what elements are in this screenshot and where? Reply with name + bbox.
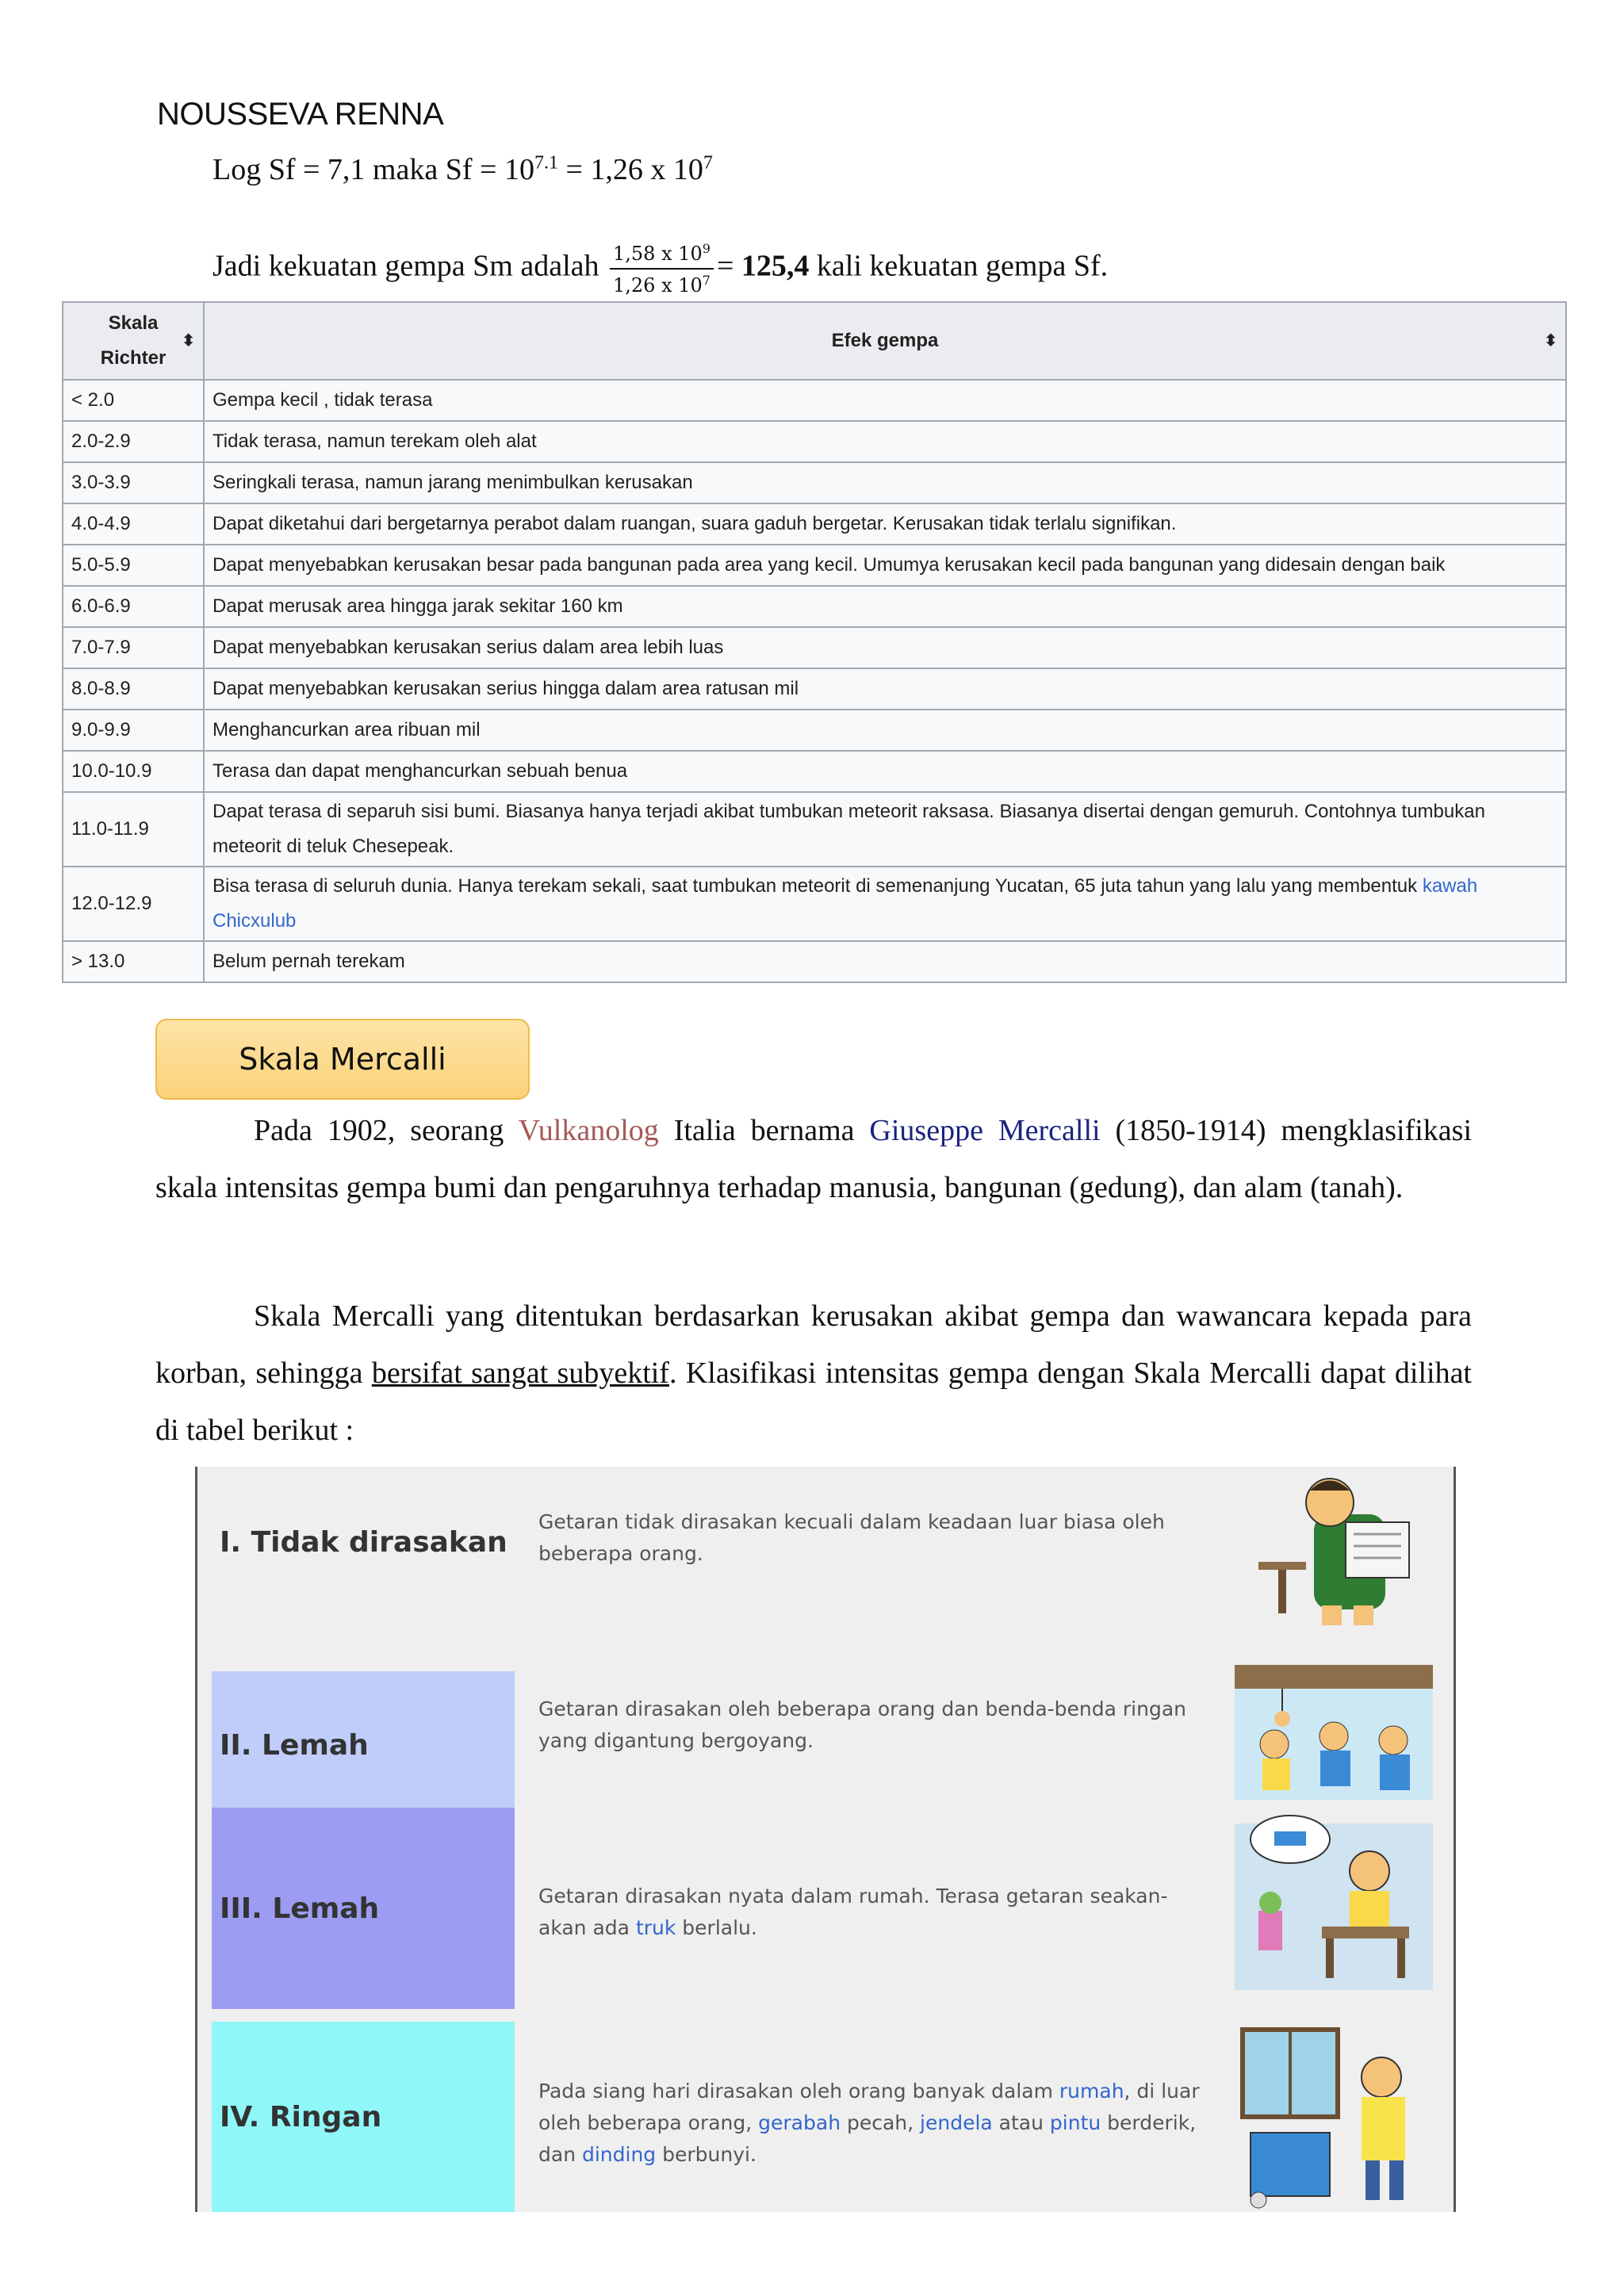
formula-1-exp2: 7: [703, 152, 713, 174]
richter-row: [63, 668, 1566, 710]
richter-row: [63, 627, 1566, 668]
richter-effect-cell: Dapat menyebabkan kerusakan besar pada bangunan pada area yang kecil. Umumya kerusakan kecil pada bangunan yang didesain dengan baik: [204, 545, 1566, 586]
mercalli-row-3: [197, 1808, 1454, 2014]
richter-effect-cell: Bisa terasa di seluruh dunia. Hanya terekam sekali, saat tumbukan meteorit di semenanjung Yucatan, 65 juta tahun yang lalu yang membentuk kawah Chicxulub: [204, 867, 1566, 941]
richter-effect-cell: Terasa dan dapat menghancurkan sebuah benua: [204, 751, 1566, 792]
richter-row: [63, 421, 1566, 462]
richter-effect-cell: Dapat merusak area hingga jarak sekitar 160 km: [204, 586, 1566, 627]
mercalli-desc-1: Getaran tidak dirasakan kecuali dalam keadaan luar biasa oleh beberapa orang.: [538, 1510, 1165, 1565]
richter-col-effect[interactable]: Efek gempa ⬍: [204, 302, 1566, 380]
link-giuseppe[interactable]: Giuseppe: [869, 1114, 983, 1147]
link-jendela[interactable]: jendela: [920, 2111, 993, 2134]
link-dinding[interactable]: dinding: [581, 2143, 657, 2166]
man-reading-newspaper-illustration: [1235, 1467, 1433, 1633]
richter-effect-cell: Dapat menyebabkan kerusakan serius dalam area lebih luas: [204, 627, 1566, 668]
richter-row: [63, 545, 1566, 586]
mercalli-row-1: [197, 1467, 1454, 1649]
richter-effect-cell: Belum pernah terekam: [204, 941, 1566, 982]
richter-scale-cell: 12.0-12.9: [63, 867, 204, 941]
richter-effect-cell: Menghancurkan area ribuan mil: [204, 710, 1566, 751]
mercalli-desc-2: Getaran dirasakan oleh beberapa orang dan benda-benda ringan yang digantung bergoyang.: [538, 1697, 1186, 1752]
formula-2-eq: =: [716, 249, 741, 283]
mercalli-desc-4: Pada siang hari dirasakan oleh orang banyak dalam rumah, di luar oleh beberapa orang, gerabah pecah, jendela atau pintu berderik, dan dinding berbunyi.: [538, 2080, 1200, 2166]
fraction-denominator: 1,26 x $10^7$: [613, 273, 710, 297]
richter-table: [62, 301, 1567, 983]
sort-icon[interactable]: ⬍: [182, 332, 195, 350]
richter-scale-cell: 5.0-5.9: [63, 545, 204, 586]
richter-row: [63, 462, 1566, 503]
richter-effect-cell: Gempa kecil , tidak terasa: [204, 380, 1566, 421]
formula-1-exp1: 7.1: [534, 152, 558, 174]
formula-line-1: [213, 152, 713, 187]
link-mercalli[interactable]: Mercalli: [998, 1114, 1101, 1147]
formula-1-mid: = 1,26 x 10: [557, 153, 703, 186]
formula-line-2: [213, 241, 1108, 297]
richter-row: [63, 941, 1566, 982]
mercalli-level-1: I. Tidak dirasakan: [220, 1525, 508, 1559]
mercalli-level-3: III. Lemah: [212, 1808, 515, 2009]
formula-2-prefix: Jadi kekuatan gempa Sm adalah: [213, 249, 599, 283]
richter-col-scale[interactable]: Skala Richter ⬍: [63, 302, 204, 380]
mercalli-figure: [195, 1467, 1456, 2212]
richter-effect-cell: Tidak terasa, namun terekam oleh alat: [204, 421, 1566, 462]
richter-scale-cell: 3.0-3.9: [63, 462, 204, 503]
paragraph-2: Skala Mercalli yang ditentukan berdasarkan kerusakan akibat gempa dan wawancara kepada para korban, sehingga bersifat sangat subyektif. Klasifikasi intensitas gempa dengan Skala Mercalli dapat dilihat di tabel berikut :: [155, 1299, 1472, 1447]
mercalli-row-4: [197, 2014, 1454, 2212]
richter-scale-cell: < 2.0: [63, 380, 204, 421]
richter-scale-cell: 2.0-2.9: [63, 421, 204, 462]
formula-1-prefix: Log Sf = 7,1 maka Sf = 10: [213, 153, 534, 186]
author-name: NOUSSEVA RENNA: [157, 97, 444, 132]
man-shocked-by-window-illustration: [1235, 2022, 1433, 2212]
richter-scale-cell: 6.0-6.9: [63, 586, 204, 627]
fraction: [610, 241, 714, 297]
richter-effect-cell: Dapat menyebabkan kerusakan serius hingga dalam area ratusan mil: [204, 668, 1566, 710]
link-kawah-chicxulub[interactable]: kawah Chicxulub: [213, 875, 1478, 932]
man-in-chair-illustration: [1235, 1808, 1433, 1990]
richter-row: [63, 710, 1566, 751]
formula-2-suffix: kali kekuatan gempa Sf.: [809, 249, 1109, 283]
richter-row: [63, 380, 1566, 421]
underlined-text: bersifat sangat subyektif: [371, 1357, 669, 1390]
section-label-mercalli: Skala Mercalli: [155, 1019, 530, 1100]
richter-scale-cell: 11.0-11.9: [63, 792, 204, 867]
richter-row: [63, 867, 1566, 941]
richter-effect-cell: Dapat diketahui dari bergetarnya perabot dalam ruangan, suara gaduh bergetar. Kerusakan tidak terlalu signifikan.: [204, 503, 1566, 545]
fraction-numerator: 1,58 x $10^9$: [610, 241, 714, 270]
mercalli-desc-3: Getaran dirasakan nyata dalam rumah. Terasa getaran seakan-akan ada truk berlalu.: [538, 1885, 1168, 1939]
formula-2-result: 125,4: [741, 249, 810, 283]
richter-scale-cell: > 13.0: [63, 941, 204, 982]
richter-scale-cell: 10.0-10.9: [63, 751, 204, 792]
link-pintu[interactable]: pintu: [1049, 2111, 1101, 2134]
richter-scale-cell: 7.0-7.9: [63, 627, 204, 668]
richter-effect-cell: Seringkali terasa, namun jarang menimbulkan kerusakan: [204, 462, 1566, 503]
people-feeling-tremor-illustration: [1235, 1665, 1433, 1800]
richter-row: [63, 751, 1566, 792]
link-gerabah[interactable]: gerabah: [758, 2111, 841, 2134]
sort-icon[interactable]: ⬍: [1544, 332, 1557, 350]
paragraph-1: Pada 1902, seorang Vulkanolog Italia bernama Giuseppe Mercalli (1850-1914) mengklasifikasi skala intensitas gempa bumi dan pengaruhnya terhadap manusia, bangunan (gedung), dan alam (tanah).: [155, 1114, 1473, 1204]
richter-header-row: [63, 302, 1566, 380]
richter-scale-cell: 9.0-9.9: [63, 710, 204, 751]
mercalli-level-2: II. Lemah: [212, 1671, 515, 1819]
richter-effect-cell: Dapat terasa di separuh sisi bumi. Biasanya hanya terjadi akibat tumbukan meteorit raksasa. Biasanya disertai dengan gemuruh. Contohnya tumbukan meteorit di teluk Chesepeak.: [204, 792, 1566, 867]
link-truk[interactable]: truk: [635, 1916, 676, 1939]
link-rumah[interactable]: rumah: [1059, 2080, 1124, 2103]
richter-row: [63, 792, 1566, 867]
richter-row: [63, 586, 1566, 627]
mercalli-row-2: [197, 1649, 1454, 1808]
richter-row: [63, 503, 1566, 545]
mercalli-level-4: IV. Ringan: [212, 2022, 515, 2212]
link-vulkanolog[interactable]: Vulkanolog: [518, 1114, 659, 1147]
richter-scale-cell: 8.0-8.9: [63, 668, 204, 710]
richter-scale-cell: 4.0-4.9: [63, 503, 204, 545]
